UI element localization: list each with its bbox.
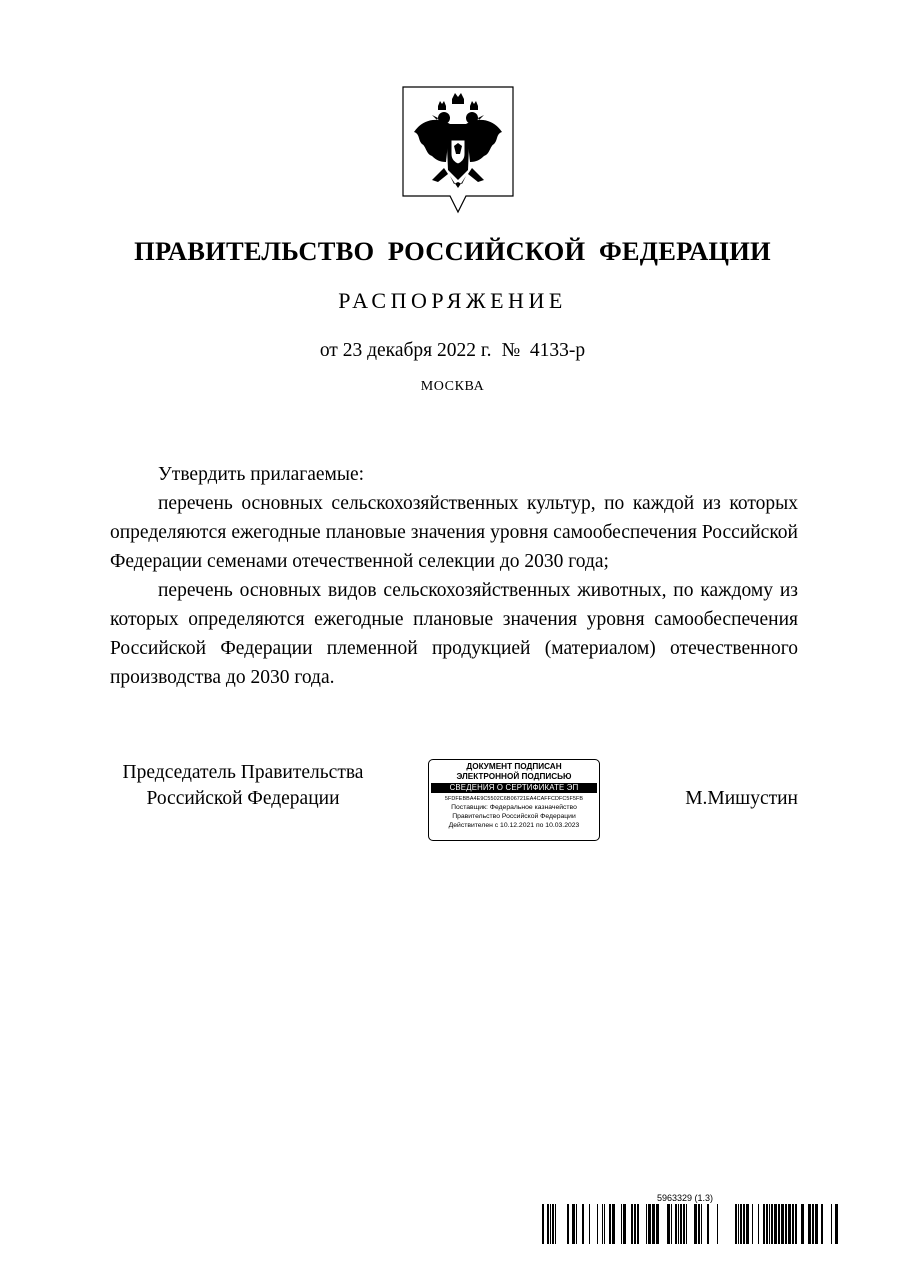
stamp-line1: ДОКУМЕНТ ПОДПИСАН [466,762,562,771]
body-intro: Утвердить прилагаемые: [158,464,365,485]
document-date: от 23 декабря 2022 г. [319,340,492,361]
signatory-position-line1: Председатель Правительства [122,762,364,783]
document-body [110,460,798,692]
stamp-certificate-header: СВЕДЕНИЯ О СЕРТИФИКАТЕ ЭП [431,783,597,793]
document-type: РАСПОРЯЖЕНИЕ [338,288,567,313]
page-code: 5963329 (1.3) [657,1193,714,1203]
stamp-certificate-id: 5FDFEBBA4E9C5502C6B06721EA4CAFFCDFC5F5FB [444,796,584,802]
signatory-position [110,760,376,812]
body-item-animals: перечень основных видов сельскохозяйственных животных, по каждому из которых определяются ежегодные плановые значения уровня самообеспечения Российской Федерации племенной продукцией (материалом) отечественного производства до 2030 года. [110,580,798,688]
stamp-validity: Действителен с 10.12.2021 по 10.03.2023 [448,822,580,829]
body-item-crops: перечень основных сельскохозяйственных культур, по каждой из которых определяются ежегодные плановые значения уровня самообеспечения Российской Федерации семенами отечественной селекции до 2030 года; [110,493,798,572]
government-title: ПРАВИТЕЛЬСТВО РОССИЙСКОЙ ФЕДЕРАЦИИ [134,236,771,266]
date-number-line [0,340,905,362]
coat-of-arms-icon [400,84,516,216]
stamp-supplier-line1: Поставщик: Федеральное казначейство [451,804,577,811]
city: МОСКВА [420,379,485,394]
signatory-position-line2: Российской Федерации [146,788,340,809]
stamp-header [429,762,599,782]
e-signature-stamp [428,759,600,841]
stamp-line2: ЭЛЕКТРОННОЙ ПОДПИСЬЮ [456,772,572,781]
barcode-icon [542,1204,838,1244]
document-number: № 4133-р [501,340,586,361]
signatory-name: М.Мишустин [685,788,798,809]
stamp-supplier-line2: Правительство Российской Федерации [452,813,576,820]
